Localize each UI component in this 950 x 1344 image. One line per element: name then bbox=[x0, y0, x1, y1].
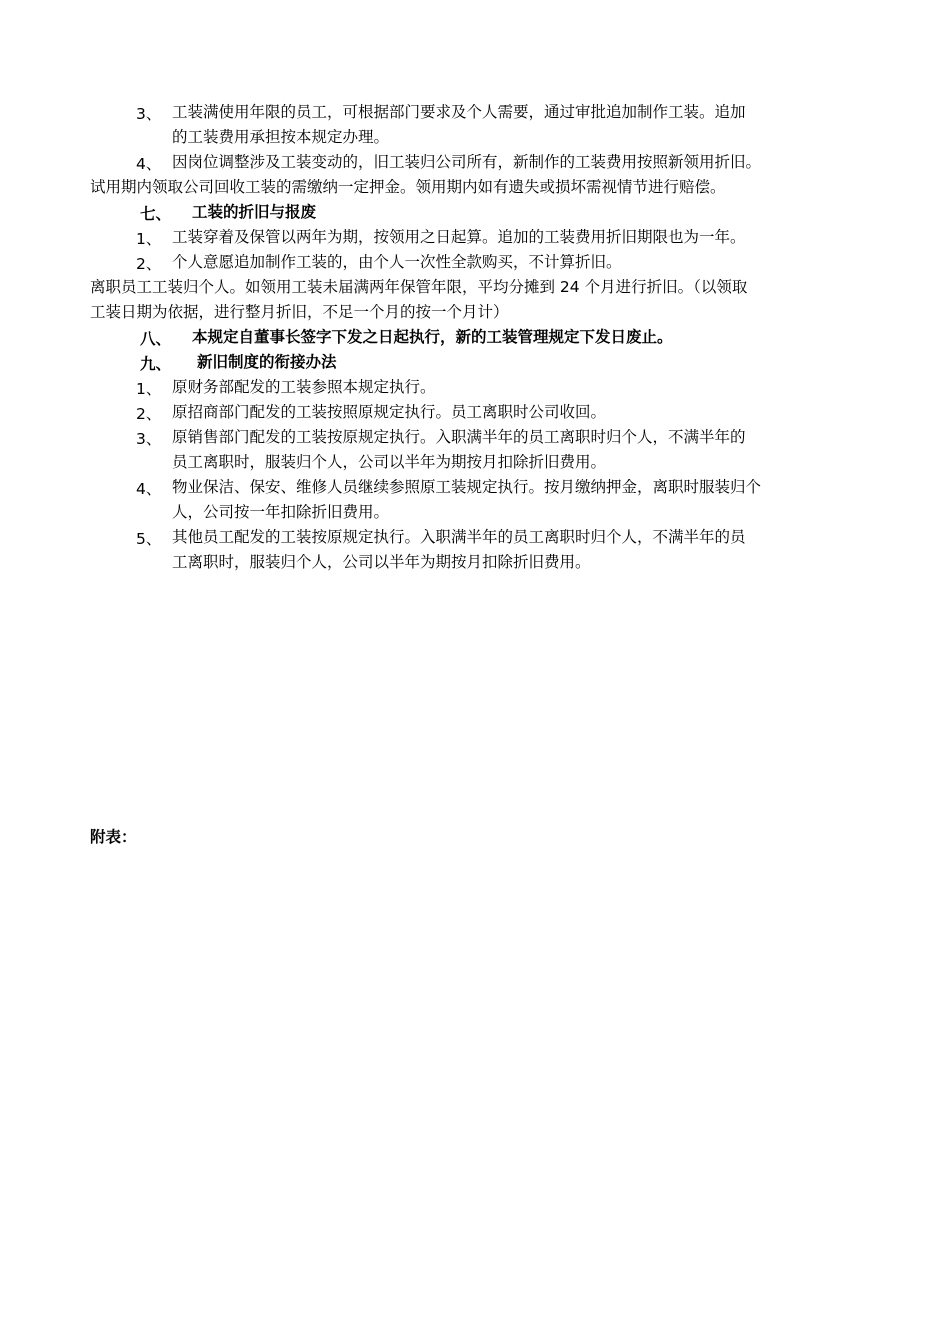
paragraph-line: 其他员工配发的工装按原规定执行。入职满半年的员工离职时归个人，不满半年的员 bbox=[172, 528, 746, 546]
paragraph-line: 原销售部门配发的工装按原规定执行。入职满半年的员工离职时归个人，不满半年的 bbox=[172, 428, 746, 446]
paragraph-line: 员工离职时，服装归个人，公司以半年为期按月扣除折旧费用。 bbox=[172, 453, 607, 471]
item-number: 3、 bbox=[136, 430, 162, 448]
item-number: 2、 bbox=[136, 405, 162, 423]
item-number: 2、 bbox=[136, 255, 162, 273]
paragraph-line: 原财务部配发的工装参照本规定执行。 bbox=[172, 378, 436, 396]
section-number: 八、 bbox=[140, 330, 172, 348]
item-number: 1、 bbox=[136, 380, 162, 398]
item-number: 4、 bbox=[136, 155, 162, 173]
paragraph-line: 工装满使用年限的员工，可根据部门要求及个人需要，通过审批追加制作工装。追加 bbox=[172, 103, 746, 121]
section-number: 九、 bbox=[140, 355, 172, 373]
section-heading: 新旧制度的衔接办法 bbox=[197, 353, 337, 371]
paragraph-line: 人，公司按一年扣除折旧费用。 bbox=[172, 503, 390, 521]
section-heading: 本规定自董事长签字下发之日起执行，新的工装管理规定下发日废止。 bbox=[192, 328, 673, 346]
paragraph-line: 工装日期为依据，进行整月折旧，不足一个月的按一个月计） bbox=[90, 303, 509, 321]
section-number: 七、 bbox=[140, 205, 172, 223]
paragraph-line: 物业保洁、保安、维修人员继续参照原工装规定执行。按月缴纳押金，离职时服装归个 bbox=[172, 478, 762, 496]
paragraph-line: 的工装费用承担按本规定办理。 bbox=[172, 128, 390, 146]
paragraph-line: 试用期内领取公司回收工装的需缴纳一定押金。领用期内如有遗失或损坏需视情节进行赔偿。 bbox=[90, 178, 726, 196]
item-number: 1、 bbox=[136, 230, 162, 248]
appendix-label: 附表： bbox=[90, 828, 137, 846]
item-number: 5、 bbox=[136, 530, 162, 548]
paragraph-line: 原招商部门配发的工装按照原规定执行。员工离职时公司收回。 bbox=[172, 403, 607, 421]
paragraph-line: 因岗位调整涉及工装变动的，旧工装归公司所有，新制作的工装费用按照新领用折旧。 bbox=[172, 153, 762, 171]
paragraph-line: 工离职时，服装归个人，公司以半年为期按月扣除折旧费用。 bbox=[172, 553, 591, 571]
item-number: 4、 bbox=[136, 480, 162, 498]
paragraph-line: 工装穿着及保管以两年为期，按领用之日起算。追加的工装费用折旧期限也为一年。 bbox=[172, 228, 746, 246]
section-heading: 工装的折旧与报废 bbox=[192, 203, 317, 221]
paragraph-line: 离职员工工装归个人。如领用工装未届满两年保管年限，平均分摊到 24 个月进行折旧。（以领取 bbox=[90, 278, 748, 296]
item-number: 3、 bbox=[136, 105, 162, 123]
paragraph-line: 个人意愿追加制作工装的，由个人一次性全款购买，不计算折旧。 bbox=[172, 253, 622, 271]
